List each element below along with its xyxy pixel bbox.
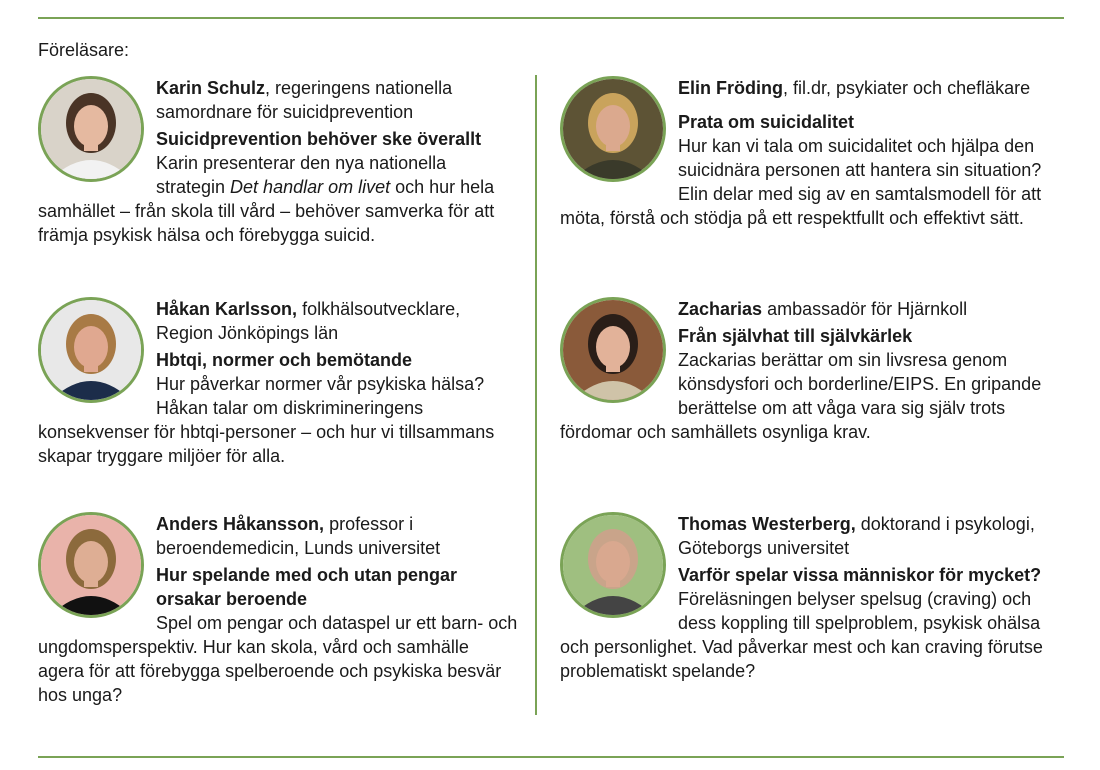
speaker-photo (38, 76, 144, 182)
speaker-role: folkhälsoutvecklare, Region Jönköpings län (156, 299, 461, 343)
talk-title: Hbtqi, normer och bemötande (156, 350, 413, 370)
speaker-role: , fil.dr, psykiater och chefläkare (783, 78, 1031, 98)
speaker-name: Elin Fröding (678, 78, 783, 98)
speaker-hakan-karlsson (38, 297, 518, 468)
talk-title: Varför spelar vissa människor för mycket? (678, 565, 1042, 585)
portrait-face (596, 541, 630, 583)
talk-description: Föreläsningen belyser spelsug (craving) och dess koppling till spelproblem, psykisk ohälsa och personlighet. Vad påverkar mest och kan craving förutse problematiskt spelande? (560, 589, 1043, 681)
talk-title: Hur spelande med och utan pengar orsakar beroende (156, 565, 458, 609)
portrait-illustration (41, 79, 141, 179)
page-heading: Föreläsare: (38, 40, 130, 60)
speaker-photo (38, 297, 144, 403)
speaker-photo (560, 512, 666, 618)
speaker-name: Anders Håkansson, (156, 514, 325, 534)
talk-description-start: Karin presenterar den nya nationella strategin (156, 153, 447, 197)
talk-description: Hur kan vi tala om suicidalitet och hjälpa den suicidnära personen att hantera sin situation? Elin delar med sig av en samtalsmodell för att möta, förstå och stödja på ett respektfullt och effektivt sätt. (560, 136, 1042, 228)
strategy-title: Det handlar om livet (230, 177, 391, 197)
speaker-elin-froding (560, 76, 1060, 230)
portrait-illustration (41, 515, 141, 615)
top-rule (38, 17, 1064, 19)
talk-description: Zackarias berättar om sin livsresa genom könsdysfori och borderline/EIPS. En gripande berättelse om att våga vara sig själv trots fördomar och samhällets osynliga krav. (560, 350, 1042, 442)
portrait-face (596, 326, 630, 368)
speaker-role: , regeringens nationella samordnare för suicidprevention (156, 78, 453, 122)
speaker-zacharias (560, 297, 1060, 444)
speaker-name: Håkan Karlsson, (156, 299, 298, 319)
talk-description: Spel om pengar och dataspel ur ett barn- och ungdomsperspektiv. Hur kan skola, vård och samhälle agera för att förebygga spelberoende och psykiska besvär hos unga? (38, 613, 518, 705)
portrait-illustration (563, 79, 663, 179)
portrait-illustration (563, 300, 663, 400)
speaker-photo (560, 76, 666, 182)
portrait-illustration (563, 515, 663, 615)
speaker-role: doktorand i psykologi, Göteborgs universitet (678, 514, 1035, 558)
talk-title: Från självhat till självkärlek (678, 326, 913, 346)
portrait-face (74, 326, 108, 368)
portrait-face (74, 541, 108, 583)
speaker-thomas-westerberg (560, 512, 1060, 683)
speaker-role: ambassadör för Hjärnkoll (762, 299, 968, 319)
speaker-role: professor i beroendemedicin, Lunds universitet (156, 514, 441, 558)
speaker-karin-schulz (38, 76, 518, 247)
portrait-face (596, 105, 630, 147)
talk-description: Hur påverkar normer vår psykiska hälsa? Håkan talar om diskrimineringens konsekvenser för hbtqi-personer – och hur vi tillsammans skapar tryggare miljöer för alla. (38, 374, 495, 466)
talk-description-end: och hur hela samhället – från skola till vård – behöver samverka för att främja psykisk hälsa och förebygga suicid. (38, 177, 495, 245)
talk-title: Suicidprevention behöver ske överallt (156, 129, 482, 149)
speaker-name: Karin Schulz (156, 78, 266, 98)
speaker-anders-hakansson (38, 512, 518, 707)
portrait-illustration (41, 300, 141, 400)
speaker-photo (38, 512, 144, 618)
speaker-photo (560, 297, 666, 403)
bottom-rule (38, 756, 1064, 758)
portrait-face (74, 105, 108, 147)
column-divider (535, 75, 537, 715)
talk-title: Prata om suicidalitet (678, 112, 855, 132)
speaker-name: Zacharias (678, 299, 763, 319)
speaker-name: Thomas Westerberg, (678, 514, 856, 534)
